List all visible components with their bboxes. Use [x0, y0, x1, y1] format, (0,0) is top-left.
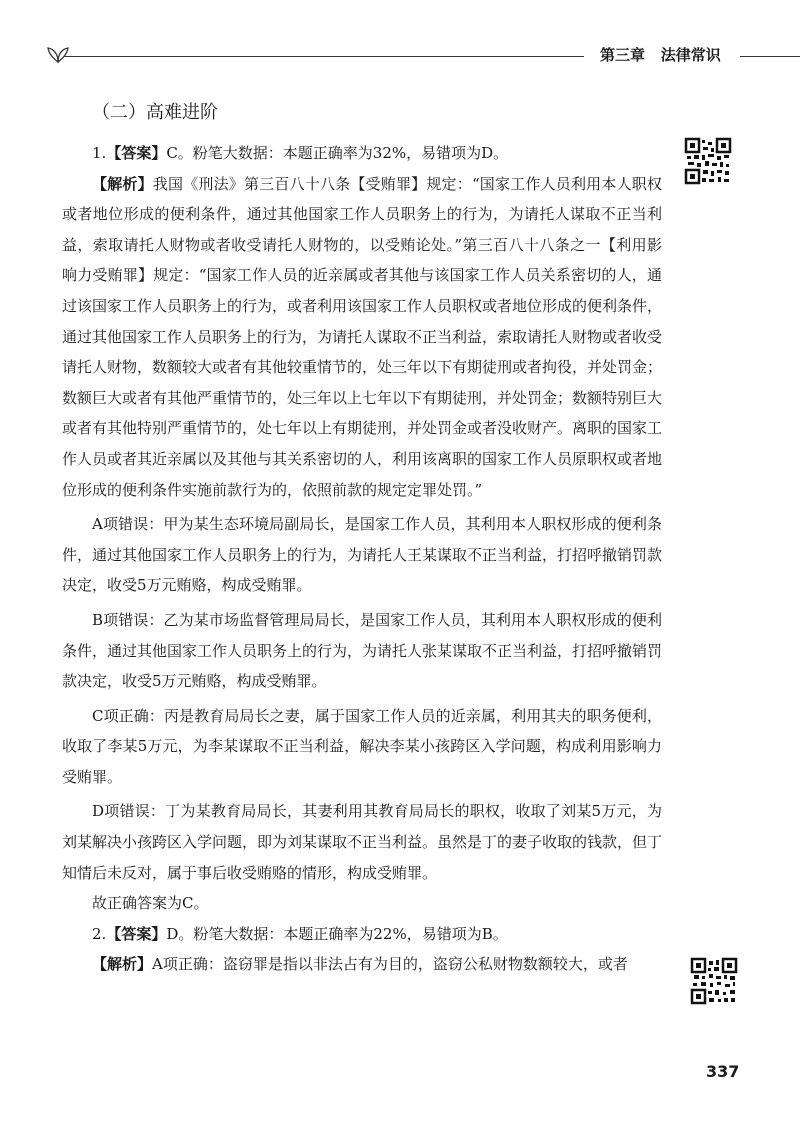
answer-text: D。粉笔大数据：本题正确率为22%，易错项为B。	[166, 924, 508, 943]
q2-analysis	[62, 949, 662, 980]
question-number: 1.	[92, 144, 107, 162]
option-d-explanation: D项错误：丁为某教育局局长，其妻利用其教育局局长的职权，收取了刘某5万元，为刘某解决小孩跨区入学问题，即为刘某谋取不正当利益。虽然是丁的妻子收取的钱款，但丁知情后未反对，属于事后收受贿赂的情形，构成受贿罪。	[62, 802, 663, 882]
chapter-heading	[600, 44, 721, 65]
question-number: 2.	[92, 924, 107, 943]
header-rule-right	[740, 56, 800, 57]
option-b-explanation: B项错误：乙为某市场监督管理局局长，是国家工作人员，其利用本人职权形成的便利条件，通过其他国家工作人员职务上的行为，为请托人张某谋取不正当利益，打招呼撤销罚款决定，收受5万元贿赂，构成受贿罪。	[62, 610, 663, 691]
q1-conclusion: 故正确答案为C。	[92, 894, 209, 913]
chapter-subject: 法律常识	[660, 46, 721, 64]
answer-tag: 【答案】	[106, 144, 167, 162]
page-number: 337	[706, 1062, 740, 1081]
qr-code-icon[interactable]	[684, 137, 732, 185]
q1-analysis	[62, 169, 662, 506]
option-c-explanation: C项正确：丙是教育局局长之妻，属于国家工作人员的近亲属，利用其夫的职务便利，收取了李某5万元，为李某谋取不正当利益，解决李某小孩跨区入学问题，构成利用影响力受贿罪。	[62, 706, 662, 786]
option-a-explanation: A项错误：甲为某生态环境局副局长，是国家工作人员，其利用本人职权形成的便利条件，通过其他国家工作人员职务上的行为，为请托人王某谋取不正当利益，打招呼撤销罚款决定，收受5万元贿赂，构成受贿罪。	[62, 515, 663, 595]
answer-content	[62, 138, 662, 980]
leaf-icon	[45, 40, 71, 66]
qr-code-icon[interactable]	[690, 957, 738, 1005]
analysis-text: A项正确：盗窃罪是指以非法占有为目的，盗窃公私财物数额较大，或者	[152, 955, 628, 974]
page-header	[0, 38, 800, 68]
answer-text: C。粉笔大数据：本题正确率为32%，易错项为D。	[166, 144, 509, 162]
analysis-tag: 【解析】	[92, 955, 153, 974]
answer-tag: 【答案】	[106, 924, 167, 943]
q1-answer-line	[62, 138, 662, 169]
analysis-text: 我国《刑法》第三百八十八条【受贿罪】规定：“国家工作人员利用本人职权或者地位形成的便利条件，通过其他国家工作人员职务上的行为，为请托人谋取不正当利益，索取请托人财物或者收受请托人财物的，以受贿论处。”第三百八十八条之一【利用影响力受贿罪】规定：“国家工作人员的近亲属或者其他与该国家工作人员关系密切的人，通过该国家工作人员职务上的行为，或者利用该国家工作人员职权或者地位形成的便利条件，通过其他国家工作人员职务上的行为，为请托人谋取不正当利益，索取请托人财物或者收受请托人财物，数额较大或者有其他较重情节的，处三年以下有期徒刑或者拘役，并处罚金；数额巨大或者有其他严重情节的，处三年以上七年以下有期徒刑，并处罚金；数额特别巨大或者有其他特别严重情节的，处七年以上有期徒刑，并处罚金或者没收财产。离职的国家工作人员或者其近亲属以及其他与其关系密切的人，利用该离职的国家工作人员原职权或者地位形成的便利条件实施前款行为的，依照前款的规定定罪处罚。”	[62, 174, 663, 499]
header-rule-left	[64, 56, 584, 57]
chapter-number: 第三章	[600, 46, 646, 64]
section-title: （二）高难进阶	[92, 102, 218, 123]
analysis-tag: 【解析】	[92, 174, 153, 193]
q2-answer-line	[62, 919, 662, 950]
